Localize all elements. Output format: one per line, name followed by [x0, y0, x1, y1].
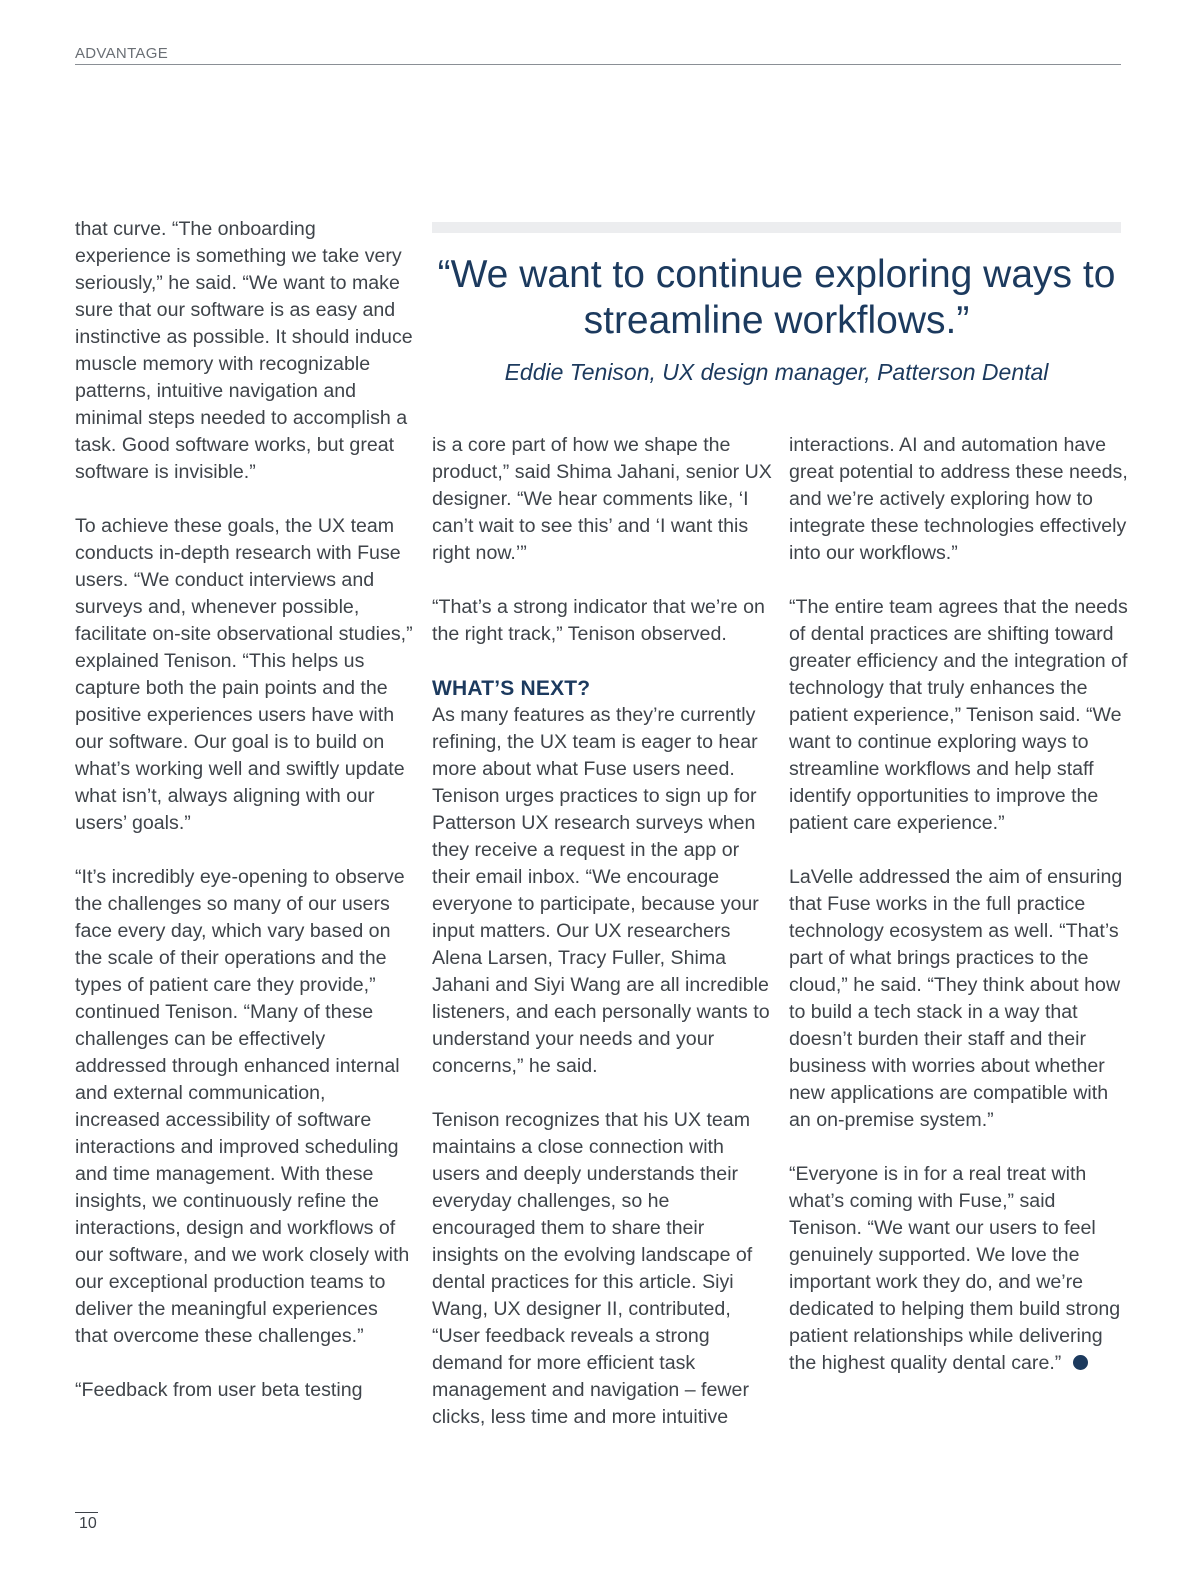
paragraph: that curve. “The onboarding experience is something we take very seriously,” he said. “We want to make sure that our software is as easy and instinctive as possible. It should induce muscle memory with recognizable patterns, intuitive navigation and minimal steps needed to accomplish a task. Good software works, but great software is invisible.”	[75, 218, 413, 483]
section-label: ADVANTAGE	[75, 45, 168, 62]
end-of-article-icon	[1073, 1355, 1088, 1370]
article-column-1	[75, 216, 413, 1404]
paragraph: “It’s incredibly eye-opening to observe the challenges so many of our users face every day, which vary based on the scale of their operations and the types of patient care they provide,” continued Tenison. “Many of these challenges can be effectively addressed through enhanced internal and external communication, increased accessibility of software interactions and improved scheduling and time management. With these insights, we continuously refine the interactions, design and workflows of our software, and we work closely with our exceptional production teams to deliver the meaningful experiences that overcome these challenges.”	[75, 866, 410, 1347]
pull-quote-attribution: Eddie Tenison, UX design manager, Patterson Dental	[504, 359, 1049, 385]
paragraph: interactions. AI and automation have great potential to address these needs, and we’re actively exploring how to integrate these technologies effectively into our workflows.”	[789, 434, 1128, 564]
paragraph: “That’s a strong indicator that we’re on the right track,” Tenison observed.	[432, 596, 765, 645]
header-rule	[75, 64, 1121, 65]
paragraph: To achieve these goals, the UX team conducts in-depth research with Fuse users. “We conduct interviews and surveys and, whenever possible, facilitate on-site observational studies,” explained Tenison. “This helps us capture both the pain points and the positive experiences users have with our software. Our goal is to build on what’s working well and swiftly update what isn’t, always aligning with our users’ goals.”	[75, 515, 413, 834]
footer-rule	[75, 1512, 98, 1513]
paragraph: “Feedback from user beta testing	[75, 1379, 363, 1401]
page-number: 10	[79, 1515, 97, 1532]
paragraph-text: “Everyone is in for a real treat with what’s coming with Fuse,” said Tenison. “We want our users to feel genuinely supported. We love the important work they do, and we’re dedicated to helping them build strong patient relationships while delivering the highest quality dental care.”	[789, 1163, 1121, 1374]
paragraph: “The entire team agrees that the needs of dental practices are shifting toward greater efficiency and the integration of technology that truly enhances the patient experience,” Tenison said. “We want to continue exploring ways to streamline workflows and help staff identify opportunities to improve the patient care experience.”	[789, 596, 1128, 834]
paragraph: is a core part of how we shape the product,” said Shima Jahani, senior UX designer. “We hear comments like, ‘I can’t wait to see this’ and ‘I want this right now.’”	[432, 434, 772, 564]
pull-quote-bar	[432, 222, 1121, 233]
paragraph: LaVelle addressed the aim of ensuring that Fuse works in the full practice technology ecosystem as well. “That’s part of what brings practices to the cloud,” he said. “They think about how to build a tech stack in a way that doesn’t burden their staff and their business with worries about whether new applications are compatible with an on-premise system.”	[789, 866, 1123, 1131]
pull-quote: “We want to continue exploring ways to streamline workflows.”	[437, 253, 1116, 342]
paragraph: Tenison recognizes that his UX team maintains a close connection with users and deeply understands their everyday challenges, so he encouraged them to share their insights on the evolving landscape of dental practices for this article. Siyi Wang, UX designer II, contributed, “User feedback reveals a strong demand for more efficient task management and navigation – fewer clicks, less time and more intuitive	[432, 1109, 753, 1428]
article-column-3	[789, 432, 1129, 1377]
paragraph: As many features as they’re currently refining, the UX team is eager to hear more about what Fuse users need. Tenison urges practices to sign up for Patterson UX research surveys when they receive a request in the app or their email inbox. “We encourage everyone to participate, because your input matters. Our UX researchers Alena Larsen, Tracy Fuller, Shima Jahani and Siyi Wang are all incredible listeners, and each personally wants to understand your needs and your concerns,” he said.	[432, 704, 770, 1077]
section-heading: WHAT’S NEXT?	[432, 677, 591, 700]
article-column-2	[432, 432, 772, 1431]
final-paragraph	[789, 1161, 1129, 1377]
